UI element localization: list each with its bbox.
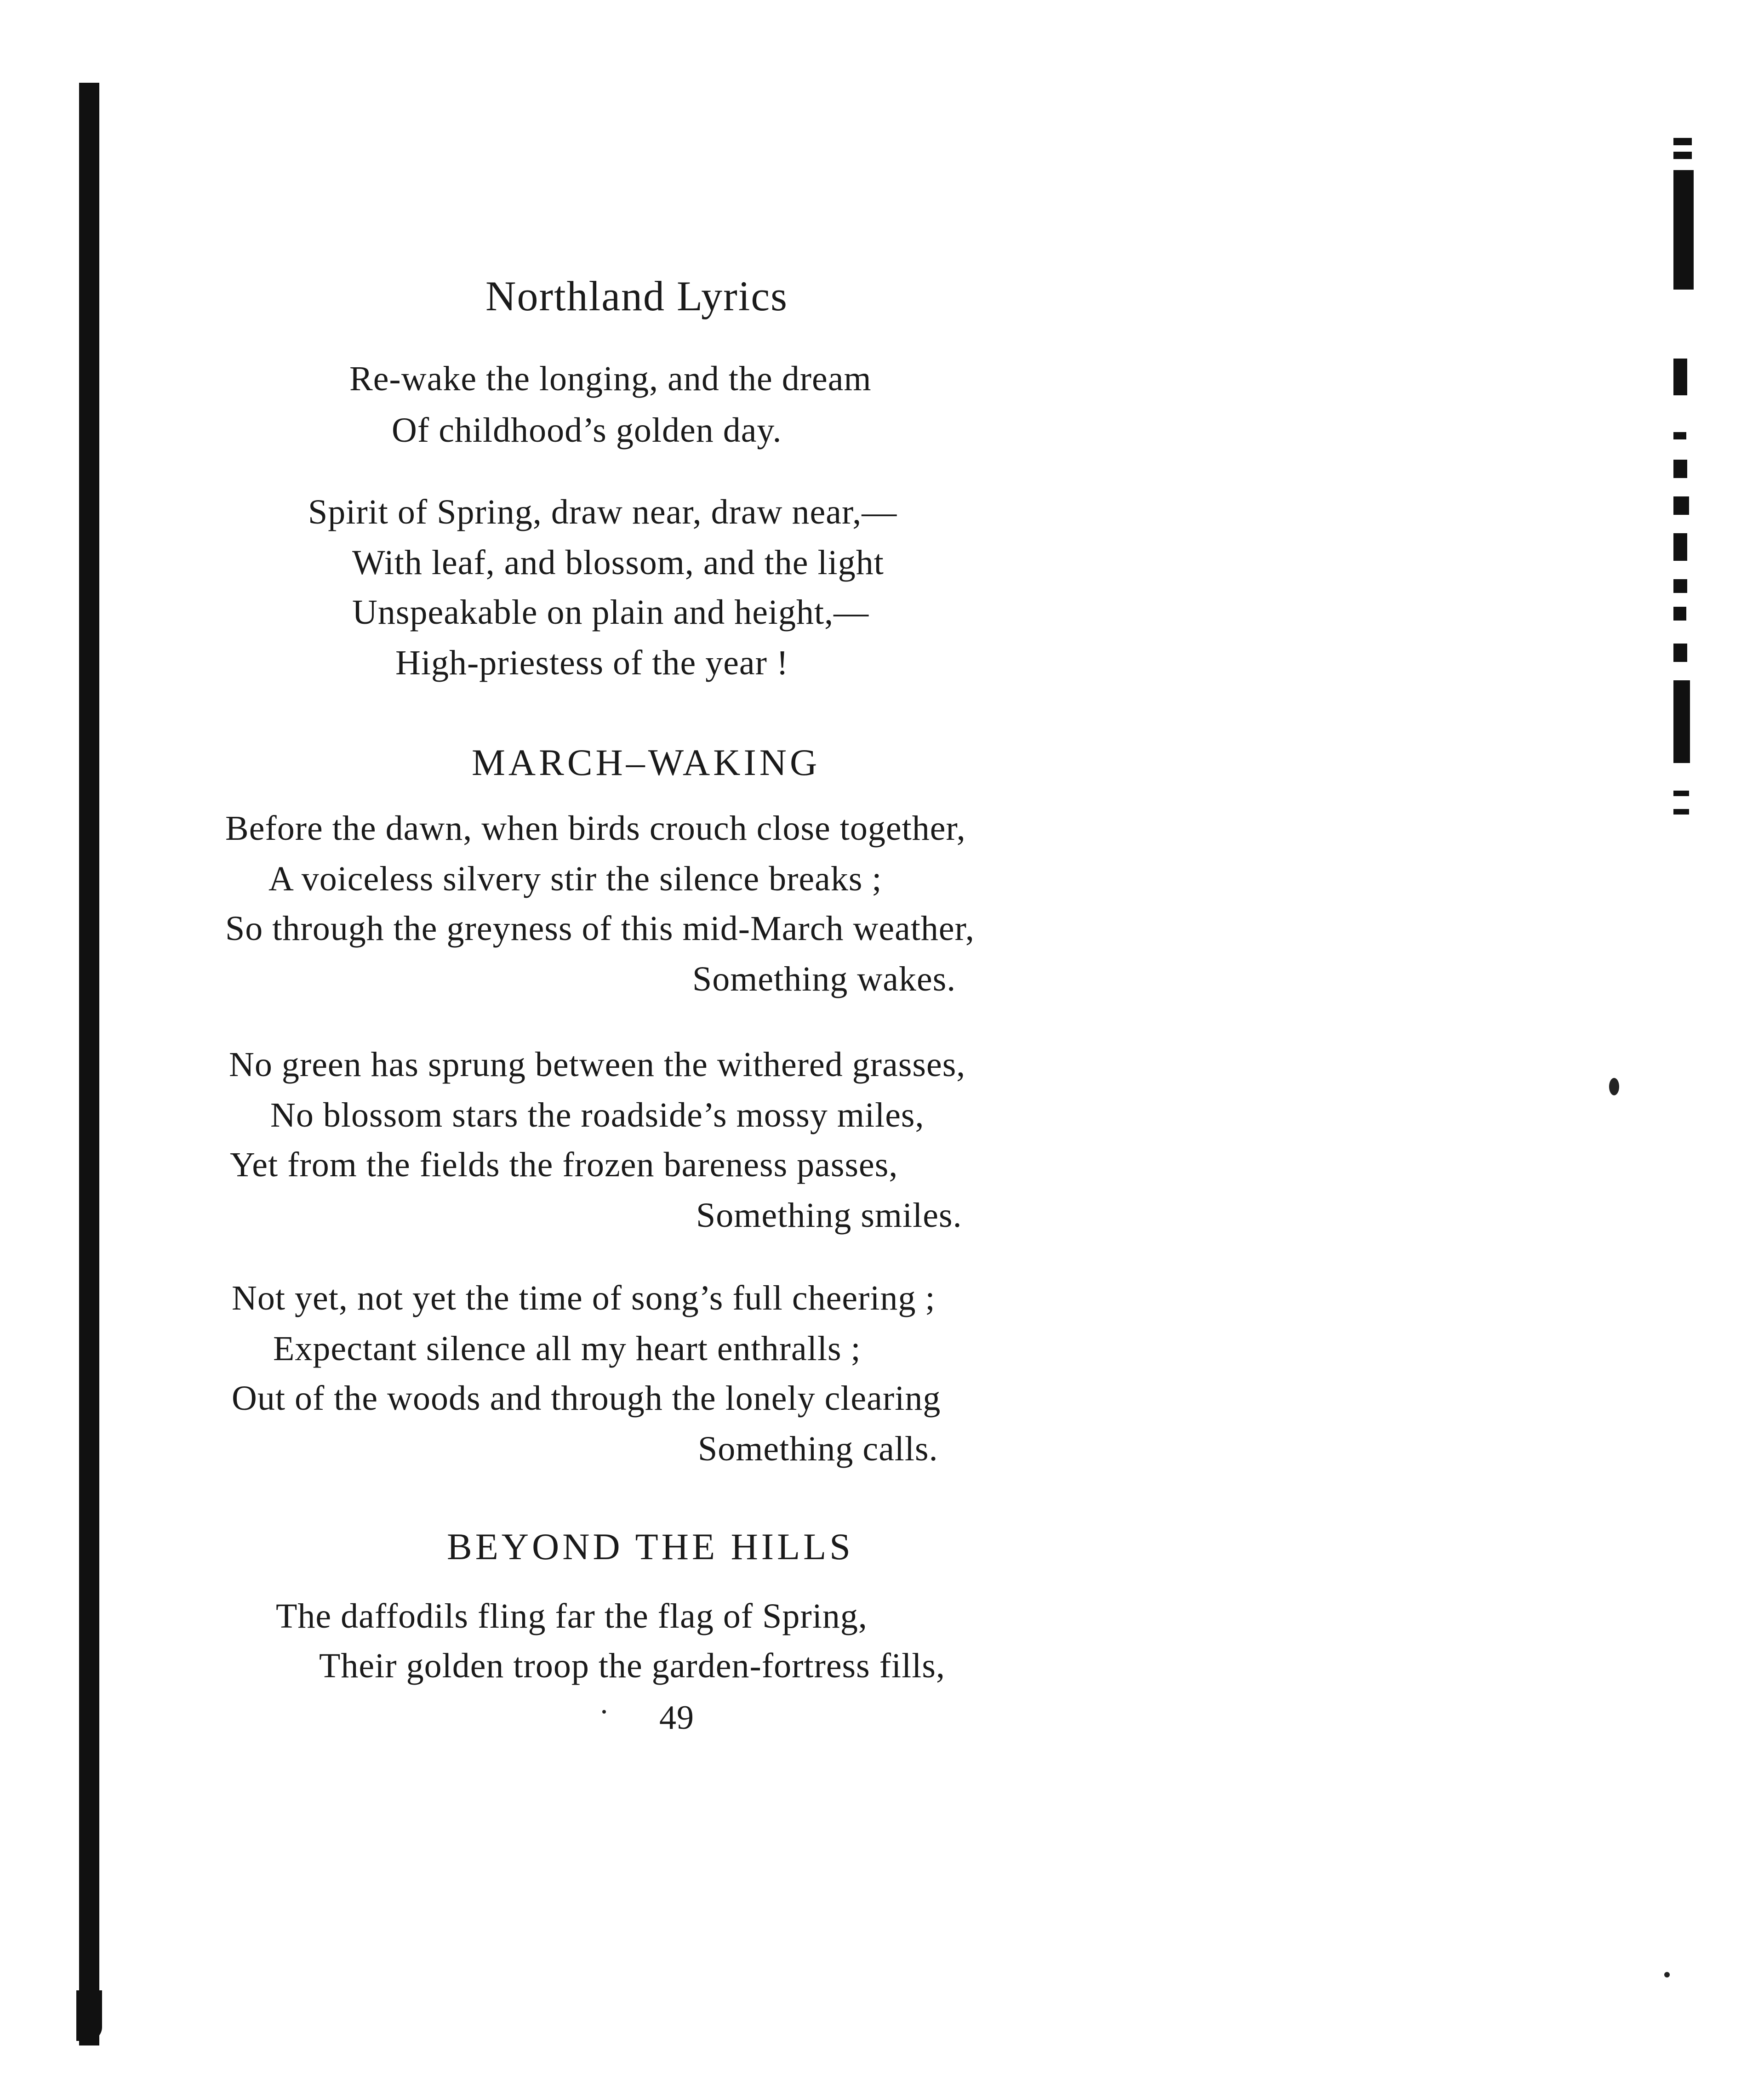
beyond-line1: The daffodils fling far the flag of Spring, xyxy=(276,1597,868,1635)
march-verse1-line1: Before the dawn, when birds crouch close together, xyxy=(225,809,966,848)
march-verse2-line3: Yet from the fields the frozen bareness passes, xyxy=(230,1145,898,1184)
stanza2-line2: With leaf, and blossom, and the light xyxy=(352,543,884,582)
march-verse1-line3: So through the greyness of this mid-March weather, xyxy=(225,909,975,948)
stanza1-line1: Re-wake the longing, and the dream xyxy=(349,359,872,398)
page-binding-shadow-tip xyxy=(76,1990,102,2041)
ink-speck xyxy=(1664,1972,1670,1977)
march-verse3-line2: Expectant silence all my heart enthralls ; xyxy=(273,1329,861,1368)
beyond-line2: Their golden troop the garden-fortress fills, xyxy=(319,1647,945,1685)
march-verse2-line2: No blossom stars the roadside’s mossy miles, xyxy=(270,1096,925,1134)
march-verse2-line1: No green has sprung between the withered grasses, xyxy=(229,1045,966,1084)
stanza2-line3: Unspeakable on plain and height,— xyxy=(352,593,869,632)
beyond-the-hills-title: BEYOND THE HILLS xyxy=(447,1526,854,1567)
march-verse1-line4: Something wakes. xyxy=(692,960,956,998)
march-verse3-line1: Not yet, not yet the time of song’s full cheering ; xyxy=(232,1279,936,1317)
stanza1-line2: Of childhood’s golden day. xyxy=(392,411,782,450)
march-verse2-line4: Something smiles. xyxy=(696,1196,962,1235)
scan-edge-marks xyxy=(1673,138,1701,827)
page-binding-shadow xyxy=(79,83,99,2045)
stanza2-line1: Spirit of Spring, draw near, draw near,— xyxy=(308,493,897,531)
running-head: Northland Lyrics xyxy=(485,273,788,319)
march-waking-title: MARCH–WAKING xyxy=(472,741,821,783)
march-verse3-line3: Out of the woods and through the lonely clearing xyxy=(232,1379,941,1418)
ink-speck xyxy=(602,1710,606,1714)
stanza2-line4: High-priestess of the year ! xyxy=(395,644,789,682)
march-verse3-line4: Something calls. xyxy=(698,1430,938,1468)
ink-speck xyxy=(1609,1078,1619,1095)
page-number: 49 xyxy=(659,1699,694,1737)
march-verse1-line2: A voiceless silvery stir the silence breaks ; xyxy=(268,860,882,898)
